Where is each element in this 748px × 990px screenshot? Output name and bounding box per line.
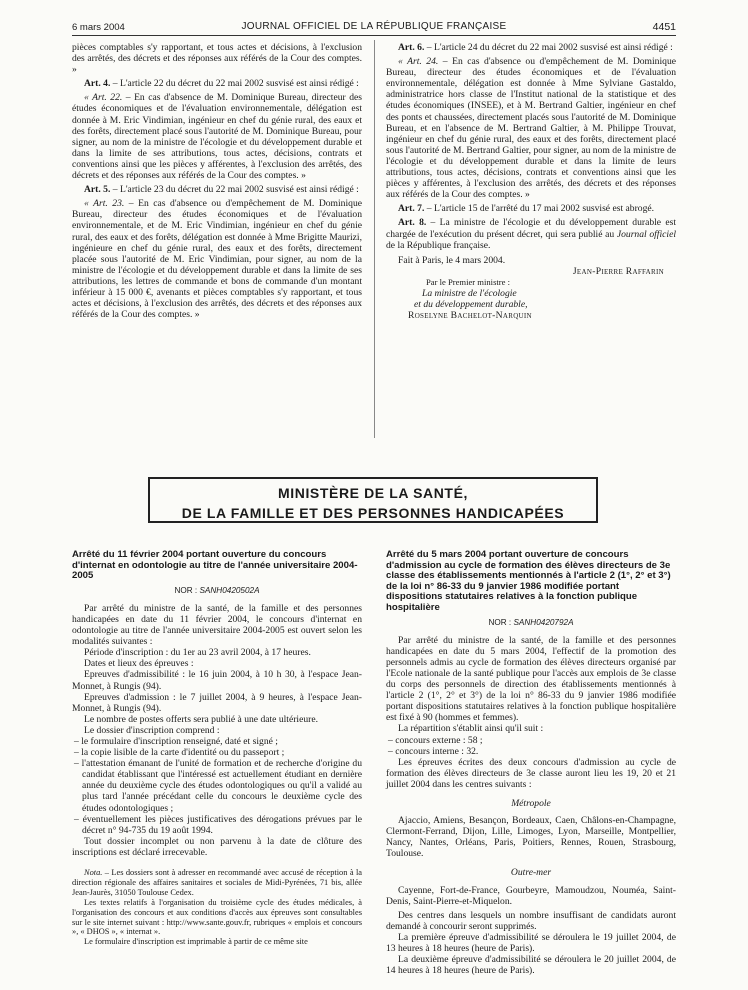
right-bottom-column [386, 550, 676, 976]
column-separator [374, 40, 375, 438]
nota-block [72, 868, 362, 947]
paragraph: Le dossier d'inscription comprend : [84, 724, 220, 736]
article-24-text: « Art. 24. – En cas d'absence ou d'empêchement de M. Dominique Bureau, directeur des études économiques et de l'évaluation environnementale, délégation est donnée à Mme Sylviane Gastaldo, administratrice hors classe de l'Institut national de la statistique et des études économiques (INSEE), et à M. Bertrand Galtier, ingénieur en chef des ponts et chaussées, directement placés sous l'autorité de M. Dominique Bureau, et en l'absence de M. Bertrand Galtier, à M. Philippe Trouvat, ingénieur en chef du génie rural, des eaux et des forêts, directement placé sous l'autorité de M. Bertrand Galtier, pour signer, au nom de la ministre de l'écologie et du développement durable et dans la limite de leurs attributions, tous actes, décisions, contrats et conventions ainsi que les pièces y afférentes, à l'exclusion des arrêtés, des décrets et des réponses aux référés de la Cour des comptes. » [386, 56, 676, 201]
ministry-line-2: DE LA FAMILLE ET DES PERSONNES HANDICAPÉES [181, 505, 565, 521]
article-8: Art. 8. – La ministre de l'écologie et du développement durable est chargée de l'exécution du présent décret, qui sera publié au Journal officiel de la République française. [386, 217, 676, 251]
list-item: – concours externe : 58 ; [388, 734, 483, 746]
nota-paragraph: Nota. – Les dossiers sont à adresser en recommandé avec accusé de réception à la direction régionale des affaires sanitaires et sociales de Midi-Pyrénées, 71 bis, allée Jean-Jaurès, 31050 Toulouse Cedex. [72, 868, 362, 897]
right-top-column [386, 42, 676, 321]
subheading-outremer: Outre-mer [510, 867, 552, 879]
paragraph: Le nombre de postes offerts sera publié à une date ultérieure. [84, 713, 318, 725]
list-item: – éventuellement les pièces justificatives des dérogations prévues par le décret n° 94-735 du 19 août 1994. [74, 813, 362, 836]
by-prime-minister: Par le Premier ministre : [426, 276, 511, 287]
paragraph: Epreuves d'admissibilité : le 16 juin 2004, à 10 h 30, à l'espace Jean-Monnet, à Rungis (94). [72, 669, 362, 692]
paragraph: La répartition s'établit ainsi qu'il suit : [398, 723, 544, 735]
signature-block [386, 255, 676, 322]
nor-reference: NOR : SANH0420792A [488, 617, 574, 627]
paragraph: Période d'inscription : du 1er au 23 avril 2004, à 17 heures. [84, 647, 311, 659]
nota-paragraph: Les textes relatifs à l'organisation du troisième cycle des études médicales, à l'organisation des concours et aux conditions d'accès aux épreuves sont consultables sur le site internet suivant : http://www.sante.gouv.fr, rubriques « emplois et concours », « DHOS », « internat ». [72, 897, 362, 937]
list-item: – le formulaire d'inscription renseigné, daté et signé ; [74, 736, 278, 747]
minister-name: Roselyne Bachelot-Narquin [408, 310, 532, 322]
arrete-title: Arrêté du 5 mars 2004 portant ouverture de concours d'admission au cycle de formation des élèves directeurs de 3e classe des établissements mentionnés à l'article 2 (1°, 2° et 3°) de la loi n° 86-33 du 9 janvier 1986 modifiée portant dispositions statutaires relatives à la fonction publique hospitalière [386, 549, 671, 613]
list-item: – la copie lisible de la carte d'identité ou du passeport ; [74, 747, 285, 759]
arrete-title: Arrêté du 11 février 2004 portant ouverture du concours d'internat en odontologie au titre de l'année universitaire 2004-2005 [72, 549, 358, 582]
paragraph: Par arrêté du ministre de la santé, de la famille et des personnes handicapées en date du 11 février 2004, le concours d'internat en odontologie au titre de l'année universitaire 2004-2005 est ouvert selon les modalités suivantes : [72, 602, 362, 648]
left-bottom-column [72, 550, 362, 947]
article-23-text: « Art. 23. – En cas d'absence ou d'empêchement de M. Dominique Bureau, directeur des études économiques et de l'évaluation environnementale, et de M. Eric Vindimian, ingénieur en chef du génie rural, des eaux et des forêts, délégation est donnée à Mme Brigitte Maurizi, ingénieure en chef du génie rural, des eaux et des forêts, directement placée sous l'autorité de M. Eric Vindimian, pour signer, au nom de la ministre de l'écologie et du développement durable et dans la limite de ses attributions, les lettres de commande et bons de commande d'un montant inférieur à 15 000 €, avenants et pièces comptables s'y rapportant, et tous actes et décisions, à l'exclusion des arrêtés, des décrets et des réponses aux référés de la Cour des comptes. » [72, 198, 362, 321]
article-22-text: « Art. 22. – En cas d'absence de M. Dominique Bureau, directeur des études économiques et de l'évaluation environnementale, délégation est donnée à M. Eric Vindimian, ingénieur en chef du génie rural, des eaux et des forêts, directement placé sous l'autorité de M. Dominique Bureau, pour signer, au nom de la ministre de l'écologie et du développement durable et dans la limite de ses attributions, tous actes, décisions, contrats et conventions ainsi que les pièces y afférentes, à l'exclusion des arrêtés, des décrets et des réponses aux référés de la Cour des comptes. » [72, 92, 362, 182]
minister-title-2: et du développement durable, [414, 299, 528, 311]
minister-title-1: La ministre de l'écologie [422, 287, 517, 299]
ministry-line-1: MINISTÈRE DE LA SANTÉ, [277, 485, 469, 501]
article-5: Art. 5. – L'article 23 du décret du 22 mai 2002 susvisé est ainsi rédigé : [84, 184, 359, 196]
paragraph: Tout dossier incomplet ou non parvenu à la date de clôture des inscriptions est déclaré irrecevable. [72, 835, 362, 858]
paragraph: pièces comptables s'y rapportant, et tous actes et décisions, à l'exclusion des arrêtés, des décrets et des réponses aux référés de la Cour des comptes. » [72, 42, 362, 76]
page-header [72, 18, 676, 36]
article-7: Art. 7. – L'article 15 de l'arrêté du 17 mai 2002 susvisé est abrogé. [398, 203, 655, 215]
nota-paragraph: Le formulaire d'inscription est imprimable à partir de ce même site [84, 937, 308, 947]
nor-reference: NOR : SANH0420502A [174, 585, 260, 595]
paragraph: Les épreuves écrites des deux concours d'admission au cycle de formation des élèves directeurs de 3e classe auront lieu les 19, 20 et 21 juillet 2004 dans les centres suivants : [386, 756, 676, 790]
header-date: 6 mars 2004 [72, 22, 125, 33]
document-list [72, 736, 362, 836]
paragraph: Dates et lieux des épreuves : [84, 658, 194, 670]
ministry-heading-box [148, 477, 598, 523]
paragraph: La première épreuve d'admissibilité se déroulera le 19 juillet 2004, de 13 heures à 18 heures (heure de Paris). [386, 931, 676, 954]
header-journal-title: JOURNAL OFFICIEL DE LA RÉPUBLIQUE FRANÇAISE [241, 21, 507, 32]
prime-minister-name: Jean-Pierre Raffarin [572, 265, 664, 277]
paragraph: Epreuves d'admission : le 7 juillet 2004, à 9 heures, à l'espace Jean-Monnet, à Rungis (94). [72, 691, 362, 714]
paragraph: Par arrêté du ministre de la santé, de la famille et des personnes handicapées en date du 5 mars 2004, l'effectif de la promotion des personnels admis au cycle de formation des élèves directeurs organisé par l'Ecole nationale de la santé publique pour l'accès aux emplois de 3e classe du corps des personnels de direction des établissements mentionnés à l'article 2 (1°, 2° et 3°) de la loi n° 86-33 du 9 janvier 1986 modifiée portant dispositions statutaires relatives à la fonction publique hospitalière est fixé à 90 (hommes et femmes). [386, 634, 676, 724]
paragraph: Ajaccio, Amiens, Besançon, Bordeaux, Caen, Châlons-en-Champagne, Clermont-Ferrand, Dijon, Lille, Limoges, Lyon, Marseille, Montpellier, Nancy, Nantes, Orléans, Paris, Poitiers, Rennes, Rouen, Strasbourg, Toulouse. [386, 815, 676, 860]
subheading-metropole: Métropole [511, 797, 551, 809]
header-page-number: 4451 [652, 21, 676, 33]
paragraph: La deuxième épreuve d'admissibilité se déroulera le 20 juillet 2004, de 14 heures à 18 heures (heure de Paris). [386, 954, 676, 977]
header-rule [72, 35, 676, 36]
paragraph: Cayenne, Fort-de-France, Gourbeyre, Mamoudzou, Nouméa, Saint-Denis, Saint-Pierre-et-Miquelon. [386, 884, 676, 907]
list-item: – l'attestation émanant de l'unité de formation et de recherche d'origine du candidat établissant que l'intéressé est actuellement étudiant en dernière année du deuxième cycle des études odontologiques ou qu'il a validé au plus tard l'année précédant celle du concours le deuxième cycle des études odontologiques ; [74, 758, 362, 814]
article-6: Art. 6. – L'article 24 du décret du 22 mai 2002 susvisé est ainsi rédigé : [398, 42, 673, 53]
paragraph: Des centres dans lesquels un nombre insuffisant de candidats auront demandé à concourir seront supprimés. [386, 909, 676, 932]
left-top-column [72, 42, 362, 320]
place-date: Fait à Paris, le 4 mars 2004. [398, 254, 506, 266]
article-4: Art. 4. – L'article 22 du décret du 22 mai 2002 susvisé est ainsi rédigé : [84, 78, 359, 90]
distribution-list [386, 735, 676, 757]
list-item: – concours interne : 32. [388, 745, 479, 757]
